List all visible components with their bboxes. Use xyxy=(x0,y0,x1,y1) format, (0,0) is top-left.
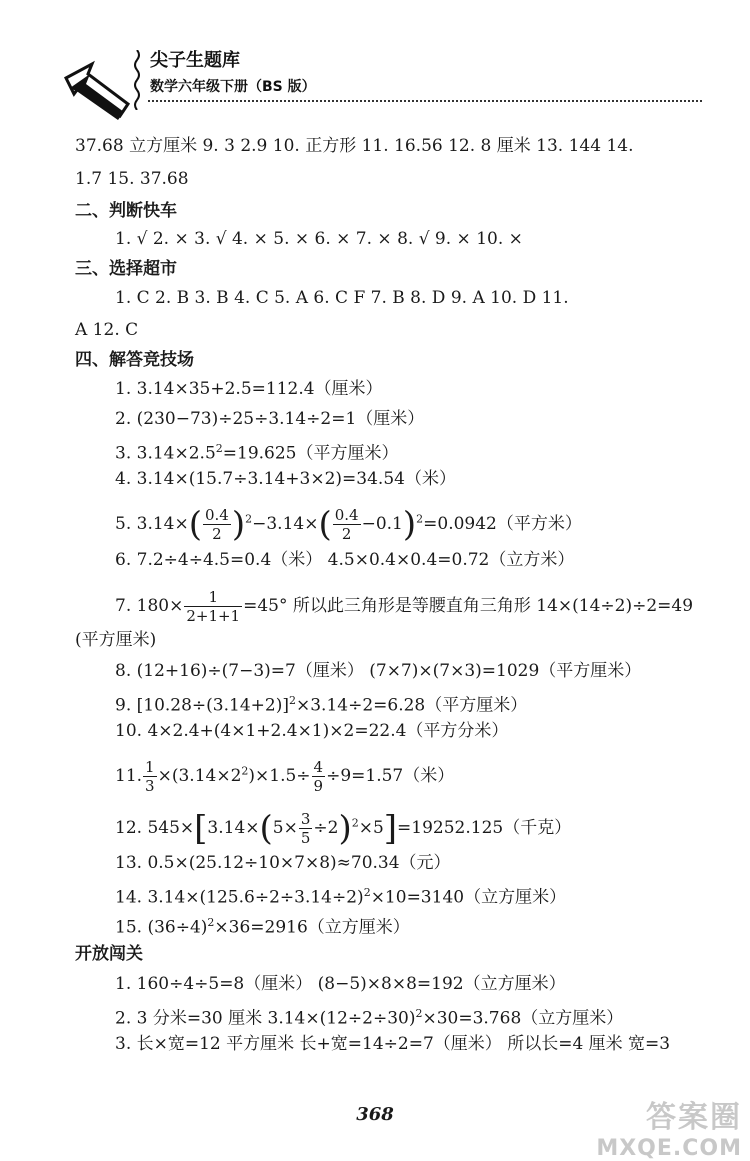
section-heading-choice: 三、选择超市 xyxy=(75,259,177,279)
answer-line: 13. 0.5×(25.12÷10×7×8)≈70.34（元） xyxy=(115,853,451,873)
wavy-divider-icon xyxy=(132,50,142,110)
answer-line: 12. 545×[3.14×(5× $\frac{3}{5}$ ÷2)$^2$×5]=19252.125（千克） xyxy=(115,808,572,849)
answer-line: 2. (230−73)÷25÷3.14÷2=1（厘米） xyxy=(115,409,425,429)
watermark-top: 答案圈 xyxy=(646,1100,742,1135)
answer-line: 37.68 立方厘米 9. 3 2.9 10. 正方形 11. 16.56 12. 8 厘米 13. 144 14. xyxy=(75,136,634,156)
answer-line: 3. $3.14\times 2.5^2=19.625$（平方厘米） xyxy=(115,442,399,464)
page-number: 368 xyxy=(356,1104,394,1125)
answer-line: 10. 4×2.4+(4×1+2.4×1)×2=22.4（平方分米） xyxy=(115,721,509,741)
answer-line: 9. $[10.28\div(3.14+2)]^2\times 3.14\div 2=6.28$（平方厘米） xyxy=(115,694,528,716)
book-brand: 尖子生题库 xyxy=(150,50,240,71)
answer-line: 11. $\frac{1}{3}$ $\times(3.14\times 2^2)\times 1.5\div$ $\frac{4}{9}$ ÷9=1.57（米） xyxy=(115,758,455,795)
section-heading-judge: 二、判断快车 xyxy=(75,201,177,221)
answer-line: 6. 7.2÷4÷4.5=0.4（米） 4.5×0.4×0.4=0.72（立方米） xyxy=(115,550,575,570)
answer-line: 4. 3.14×(15.7÷3.14+3×2)=34.54（米） xyxy=(115,469,456,489)
answer-line: 3. 长×宽=12 平方厘米 长+宽=14÷2=7（厘米） 所以长=4 厘米 宽=3 xyxy=(115,1034,671,1054)
answer-line: 1.7 15. 37.68 xyxy=(75,169,189,189)
answer-line: A 12. C xyxy=(75,320,139,340)
answer-line: 1. C 2. B 3. B 4. C 5. A 6. C F 7. B 8. D 9. A 10. D 11. xyxy=(115,288,569,308)
book-header xyxy=(62,40,702,130)
answer-line: 1. √ 2. × 3. √ 4. × 5. × 6. × 7. × 8. √ 9. × 10. × xyxy=(115,229,523,249)
answer-line: 7. 180× $\frac{1}{2+1+1}$ =45° 所以此三角形是等腰直角三角形 14×(14÷2)÷2=49 xyxy=(115,588,694,625)
watermark xyxy=(596,1092,742,1161)
answer-line: 15. $(36\div 4)^2\times 36=2916$（立方厘米） xyxy=(115,916,410,938)
answer-line: 5. 3.14×( $\frac{0.4}{2}$ )$^2$−3.14×( $\frac{0.4}{2}$ −0.1)$^2$=0.0942（平方米） xyxy=(115,504,582,545)
watermark-bottom: MXQE.COM xyxy=(596,1136,742,1161)
book-subtitle: 数学六年级下册（BS 版） xyxy=(150,79,316,95)
section-heading-open: 开放闯关 xyxy=(75,944,143,964)
header-dotted-rule xyxy=(148,100,702,102)
answer-line: 1. 160÷4÷5=8（厘米） (8−5)×8×8=192（立方厘米） xyxy=(115,974,566,994)
answer-line: 8. (12+16)÷(7−3)=7（厘米） (7×7)×(7×3)=1029（平方厘米） xyxy=(115,661,642,681)
section-heading-solve: 四、解答竞技场 xyxy=(75,350,194,370)
answer-line: 14. $3.14\times(125.6\div 2\div 3.14\div 2)^2\times 10=3140$（立方厘米） xyxy=(115,886,567,908)
arrow-logo-icon xyxy=(62,60,132,124)
answer-line: 1. 3.14×35+2.5=112.4（厘米） xyxy=(115,379,383,399)
answer-line: (平方厘米) xyxy=(75,630,157,650)
answer-line: 2. 3 分米=30 厘米 $3.14\times(12\div 2\div 30)^2\times 30=3.768$（立方厘米） xyxy=(115,1007,624,1029)
